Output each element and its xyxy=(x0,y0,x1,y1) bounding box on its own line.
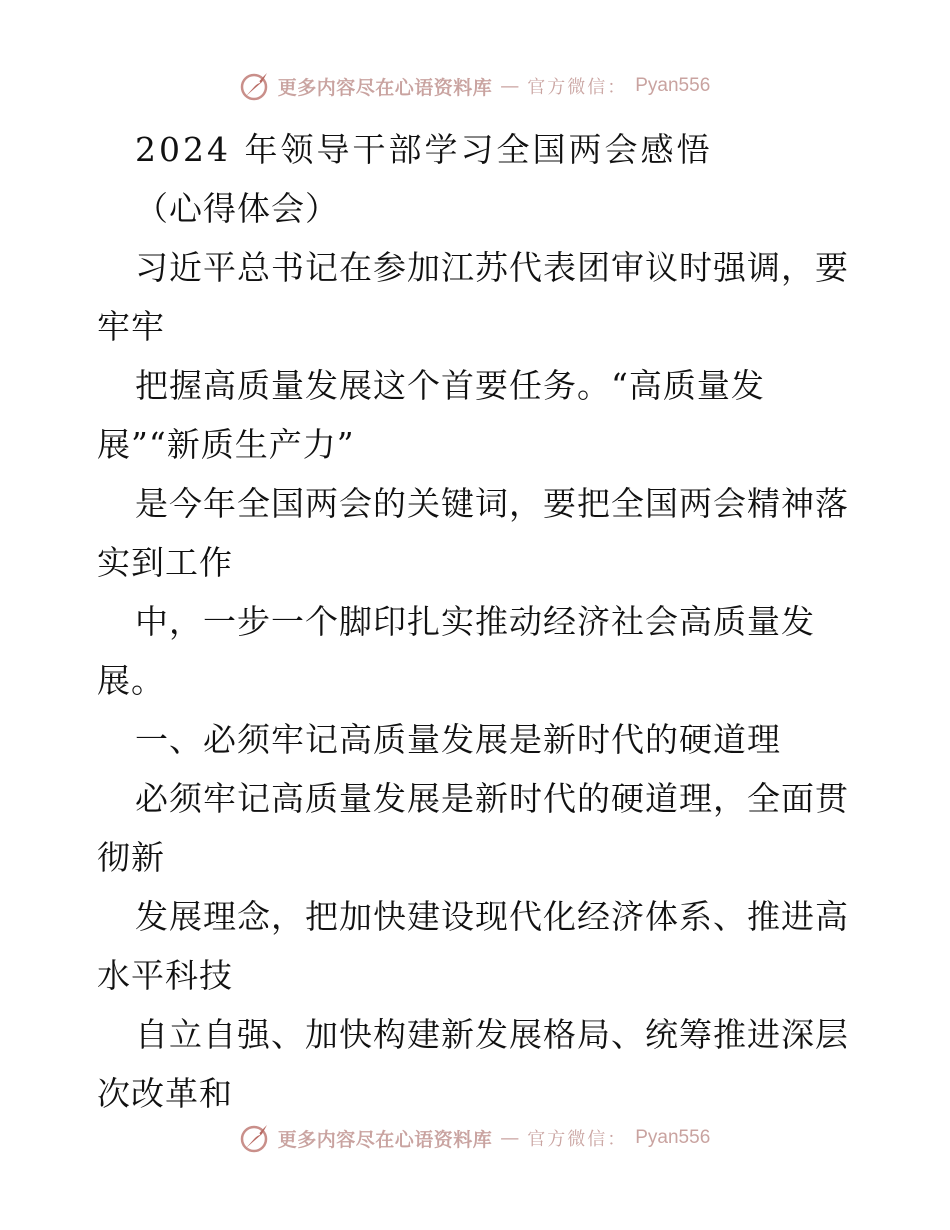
paragraph-line: 展”“新质生产力” xyxy=(97,425,355,464)
watermark-text: 更多内容尽在心语资料库 xyxy=(277,76,493,99)
footer-watermark xyxy=(0,1122,950,1154)
paragraph-line: 实到工作 xyxy=(97,543,233,582)
watermark-separator: — xyxy=(500,1127,520,1149)
paragraph-line: 把握高质量发展这个首要任务。“高质量发 xyxy=(135,366,765,405)
watermark-official-label: 官方微信： xyxy=(527,77,628,98)
document-subtitle: （心得体会） xyxy=(135,189,339,228)
watermark-official-label: 官方微信： xyxy=(527,1129,628,1150)
paragraph-line: 自立自强、加快构建新发展格局、统筹推进深层 xyxy=(135,1015,849,1054)
paragraph-line: 中，一步一个脚印扎实推动经济社会高质量发 xyxy=(135,602,815,641)
paragraph-line: 是今年全国两会的关键词，要把全国两会精神落 xyxy=(135,484,849,523)
quill-logo-icon xyxy=(240,1122,270,1154)
section-heading: 一、必须牢记高质量发展是新时代的硬道理 xyxy=(135,720,781,759)
paragraph-line: 水平科技 xyxy=(97,956,233,995)
paragraph-line: 习近平总书记在参加江苏代表团审议时强调，要 xyxy=(135,248,849,287)
watermark-separator: — xyxy=(500,75,520,97)
paragraph-line: 展。 xyxy=(97,661,165,700)
paragraph-line: 发展理念，把加快建设现代化经济体系、推进高 xyxy=(135,897,849,936)
paragraph-line: 次改革和 xyxy=(97,1074,233,1113)
header-watermark xyxy=(0,70,950,102)
watermark-text: 更多内容尽在心语资料库 xyxy=(277,1128,493,1151)
paragraph-line: 必须牢记高质量发展是新时代的硬道理，全面贯 xyxy=(135,779,849,818)
watermark-wechat-id: Pyan556 xyxy=(635,75,711,96)
paragraph-line: 牢牢 xyxy=(97,307,165,346)
watermark-wechat-id: Pyan556 xyxy=(635,1127,711,1148)
paragraph-line: 彻新 xyxy=(97,838,165,877)
document-title: 2024 年领导干部学习全国两会感悟 xyxy=(135,130,713,169)
quill-logo-icon xyxy=(240,70,270,102)
document-body xyxy=(97,120,857,1123)
